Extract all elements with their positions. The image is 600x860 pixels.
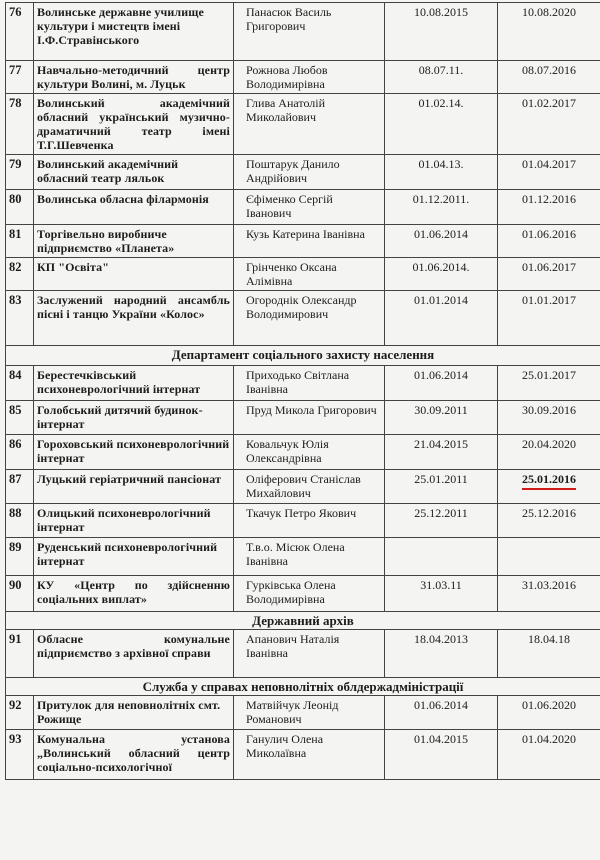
end-date-cell: 18.04.18 [498, 630, 600, 678]
start-date-cell: 01.12.2011. [385, 190, 498, 225]
start-date-cell: 31.03.11 [385, 576, 498, 612]
organization-cell: КП "Освіта" [34, 258, 234, 291]
row-number-cell: 92 [6, 696, 34, 730]
director-name-cell: Панасюк Василь Григорович [234, 3, 385, 61]
row-number-cell: 76 [6, 3, 34, 61]
start-date-cell: 01.06.2014. [385, 258, 498, 291]
organization-cell: Луцький геріатричний пансіонат [34, 470, 234, 504]
section-title: Служба у справах неповнолітніх облдержадміністрації [6, 678, 600, 696]
end-date-cell: 25.01.2017 [498, 366, 600, 401]
table-body [6, 3, 600, 780]
director-name-cell: Єфіменко Сергій Іванович [234, 190, 385, 225]
organization-cell: Заслужений народний ансамбль пісні і танцю України «Колос» [34, 291, 234, 346]
end-date-cell: 30.09.2016 [498, 401, 600, 435]
end-date-cell: 01.06.2017 [498, 258, 600, 291]
end-date-cell: 01.06.2020 [498, 696, 600, 730]
row-number-cell: 90 [6, 576, 34, 612]
start-date-cell: 21.04.2015 [385, 435, 498, 470]
start-date-cell: 01.04.2015 [385, 730, 498, 780]
row-number-cell: 86 [6, 435, 34, 470]
end-date-cell: 01.04.2020 [498, 730, 600, 780]
row-number-cell: 85 [6, 401, 34, 435]
end-date-cell: 25.12.2016 [498, 504, 600, 538]
table-row [6, 576, 600, 612]
row-number-cell: 83 [6, 291, 34, 346]
start-date-cell: 01.06.2014 [385, 696, 498, 730]
section-header-row [6, 678, 600, 696]
director-name-cell: Пруд Микола Григорович [234, 401, 385, 435]
organization-cell: Навчально-методичний центр культури Волині, м. Луцьк [34, 61, 234, 94]
director-name-cell: Апанович Наталія Іванівна [234, 630, 385, 678]
start-date-cell: 18.04.2013 [385, 630, 498, 678]
end-date-cell [498, 538, 600, 576]
director-name-cell: Кузь Катерина Іванівна [234, 225, 385, 258]
table-row [6, 730, 600, 780]
row-number-cell: 93 [6, 730, 34, 780]
end-date-cell: 31.03.2016 [498, 576, 600, 612]
end-date-cell: 01.06.2016 [498, 225, 600, 258]
start-date-cell: 01.06.2014 [385, 225, 498, 258]
table-row [6, 630, 600, 678]
start-date-cell: 01.01.2014 [385, 291, 498, 346]
row-number-cell: 80 [6, 190, 34, 225]
table-row [6, 538, 600, 576]
start-date-cell: 25.12.2011 [385, 504, 498, 538]
director-name-cell: Ткачук Петро Якович [234, 504, 385, 538]
director-name-cell: Гурківська Олена Володимирівна [234, 576, 385, 612]
end-date-cell: 01.01.2017 [498, 291, 600, 346]
organization-cell: Волинський академічний обласний театр ляльок [34, 155, 234, 190]
row-number-cell: 88 [6, 504, 34, 538]
director-name-cell: Ганулич Олена Миколаївна [234, 730, 385, 780]
start-date-cell: 01.04.13. [385, 155, 498, 190]
organization-cell: Обласне комунальне підприємство з архівної справи [34, 630, 234, 678]
section-title: Департамент соціального захисту населення [6, 346, 600, 366]
director-name-cell: Матвійчук Леонід Романович [234, 696, 385, 730]
row-number-cell: 84 [6, 366, 34, 401]
row-number-cell: 79 [6, 155, 34, 190]
section-header-row [6, 612, 600, 630]
director-name-cell: Оліферович Станіслав Михайлович [234, 470, 385, 504]
end-date-cell: 01.02.2017 [498, 94, 600, 155]
start-date-cell: 08.07.11. [385, 61, 498, 94]
organization-cell: Комунальна установа „Волинський обласний центр соціально-психологічної [34, 730, 234, 780]
start-date-cell [385, 538, 498, 576]
table-row [6, 435, 600, 470]
row-number-cell: 77 [6, 61, 34, 94]
appointments-table [5, 2, 600, 780]
section-header-row [6, 346, 600, 366]
table-row [6, 401, 600, 435]
start-date-cell: 10.08.2015 [385, 3, 498, 61]
row-number-cell: 89 [6, 538, 34, 576]
organization-cell: Гороховський психоневрологічний інтернат [34, 435, 234, 470]
row-number-cell: 82 [6, 258, 34, 291]
row-number-cell: 78 [6, 94, 34, 155]
highlighted-end-date: 25.01.2016 [522, 472, 576, 490]
director-name-cell: Огороднік Олександр Володимирович [234, 291, 385, 346]
start-date-cell: 25.01.2011 [385, 470, 498, 504]
section-title: Державний архів [6, 612, 600, 630]
end-date-cell: 01.12.2016 [498, 190, 600, 225]
director-name-cell: Грінченко Оксана Алімівна [234, 258, 385, 291]
director-name-cell: Приходько Світлана Іванівна [234, 366, 385, 401]
row-number-cell: 91 [6, 630, 34, 678]
document-page [5, 2, 600, 780]
table-row [6, 3, 600, 61]
end-date-cell: 20.04.2020 [498, 435, 600, 470]
table-row [6, 366, 600, 401]
table-row [6, 291, 600, 346]
director-name-cell: Поштарук Данило Андрійович [234, 155, 385, 190]
table-row [6, 696, 600, 730]
row-number-cell: 87 [6, 470, 34, 504]
table-row [6, 94, 600, 155]
end-date-cell: 01.04.2017 [498, 155, 600, 190]
director-name-cell: Рожнова Любов Володимирівна [234, 61, 385, 94]
table-row [6, 258, 600, 291]
organization-cell: Волинське державне училище культури і мистецтв імені І.Ф.Стравінського [34, 3, 234, 61]
director-name-cell: Глива Анатолій Миколайович [234, 94, 385, 155]
table-row [6, 225, 600, 258]
organization-cell: Притулок для неповнолітніх смт. Рожище [34, 696, 234, 730]
organization-cell: Руденський психоневрологічний інтернат [34, 538, 234, 576]
director-name-cell: Ковальчук Юлія Олександрівна [234, 435, 385, 470]
table-row [6, 504, 600, 538]
table-row [6, 61, 600, 94]
end-date-cell: 08.07.2016 [498, 61, 600, 94]
table-row [6, 470, 600, 504]
start-date-cell: 30.09.2011 [385, 401, 498, 435]
organization-cell: КУ «Центр по здійсненню соціальних виплат» [34, 576, 234, 612]
director-name-cell: Т.в.о. Місюк Олена Іванівна [234, 538, 385, 576]
organization-cell: Торгівельно виробниче підприємство «Планета» [34, 225, 234, 258]
table-row [6, 155, 600, 190]
end-date-cell: 10.08.2020 [498, 3, 600, 61]
start-date-cell: 01.02.14. [385, 94, 498, 155]
start-date-cell: 01.06.2014 [385, 366, 498, 401]
organization-cell: Волинська обласна філармонія [34, 190, 234, 225]
organization-cell: Голобський дитячий будинок-інтернат [34, 401, 234, 435]
organization-cell: Волинський академічний обласний український музично-драматичний театр імені Т.Г.Шевченка [34, 94, 234, 155]
table-row [6, 190, 600, 225]
organization-cell: Олицький психоневрологічний інтернат [34, 504, 234, 538]
organization-cell: Берестечківський психоневрологічний інтернат [34, 366, 234, 401]
end-date-cell [498, 470, 600, 504]
row-number-cell: 81 [6, 225, 34, 258]
